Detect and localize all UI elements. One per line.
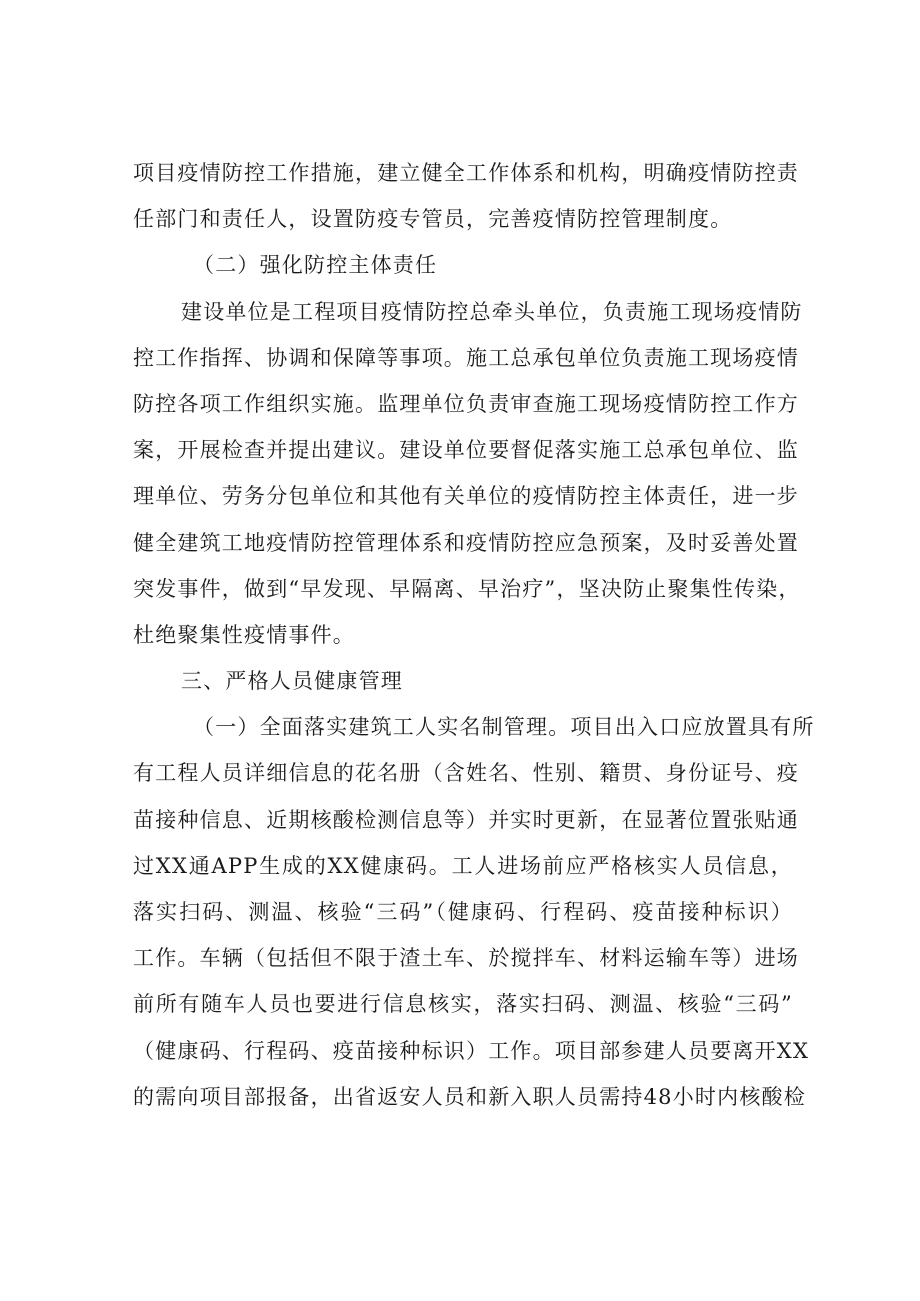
paragraph-line: （健康码、行程码、疫苗接种标识）工作。项目部参建人员要离开XX <box>133 1038 810 1063</box>
document-body <box>133 150 815 1120</box>
paragraph-line: 防控各项工作组织实施。监理单位负责审查施工现场疫情防控工作方 <box>133 391 799 416</box>
section-heading: （二）强化防控主体责任 <box>193 253 438 278</box>
paragraph-line: 项目疫情防控工作措施，建立健全工作体系和机构，明确疫情防控责 <box>133 161 799 185</box>
paragraph-line: 建设单位是工程项目疫情防控总牵头单位，负责施工现场疫情防 <box>181 299 803 324</box>
paragraph-line: 工作。车辆（包括但不限于渣土车、於搅拌车、材料运输车等）进场 <box>133 946 799 971</box>
paragraph-line: 过XX通APP生成的XX健康码。工人进场前应严格核实人员信息， <box>133 853 793 878</box>
paragraph-line: 任部门和责任人，设置防疫专管员，完善疫情防控管理制度。 <box>133 207 733 232</box>
section-heading: 三、严格人员健康管理 <box>181 669 403 694</box>
paragraph-line: 的需向项目部报备，出省返安人员和新入职人员需持48小时内核酸检 <box>133 1084 806 1109</box>
paragraph-line: 案，开展检查并提出建议。建设单位要督促落实施工总承包单位、监 <box>133 438 799 463</box>
paragraph-line: 落实扫码、测温、核验“三码”（健康码、行程码、疫苗接种标识） <box>133 900 793 924</box>
paragraph-line: 健全建筑工地疫情防控管理体系和疫情防控应急预案，及时妥善处置 <box>133 530 799 555</box>
paragraph-line: 有工程人员详细信息的花名册（含姓名、性别、籍贯、身份证号、疫 <box>133 761 799 786</box>
paragraph-line: 前所有随车人员也要进行信息核实，落实扫码、测温、核验“三码” <box>133 992 793 1017</box>
paragraph-line: （一）全面落实建筑工人实名制管理。项目出入口应放置具有所 <box>193 715 815 740</box>
paragraph-line: 控工作指挥、协调和保障等事项。施工总承包单位负责施工现场疫情 <box>133 345 799 370</box>
paragraph-line: 突发事件，做到“早发现、早隔离、早治疗”，坚决防止聚集性传染， <box>133 576 801 601</box>
paragraph-line: 苗接种信息、近期核酸检测信息等）并实时更新，在显著位置张贴通 <box>133 807 799 832</box>
paragraph-line: 理单位、劳务分包单位和其他有关单位的疫情防控主体责任，进一步 <box>133 484 799 509</box>
paragraph-line: 杜绝聚集性疫情事件。 <box>133 622 355 647</box>
